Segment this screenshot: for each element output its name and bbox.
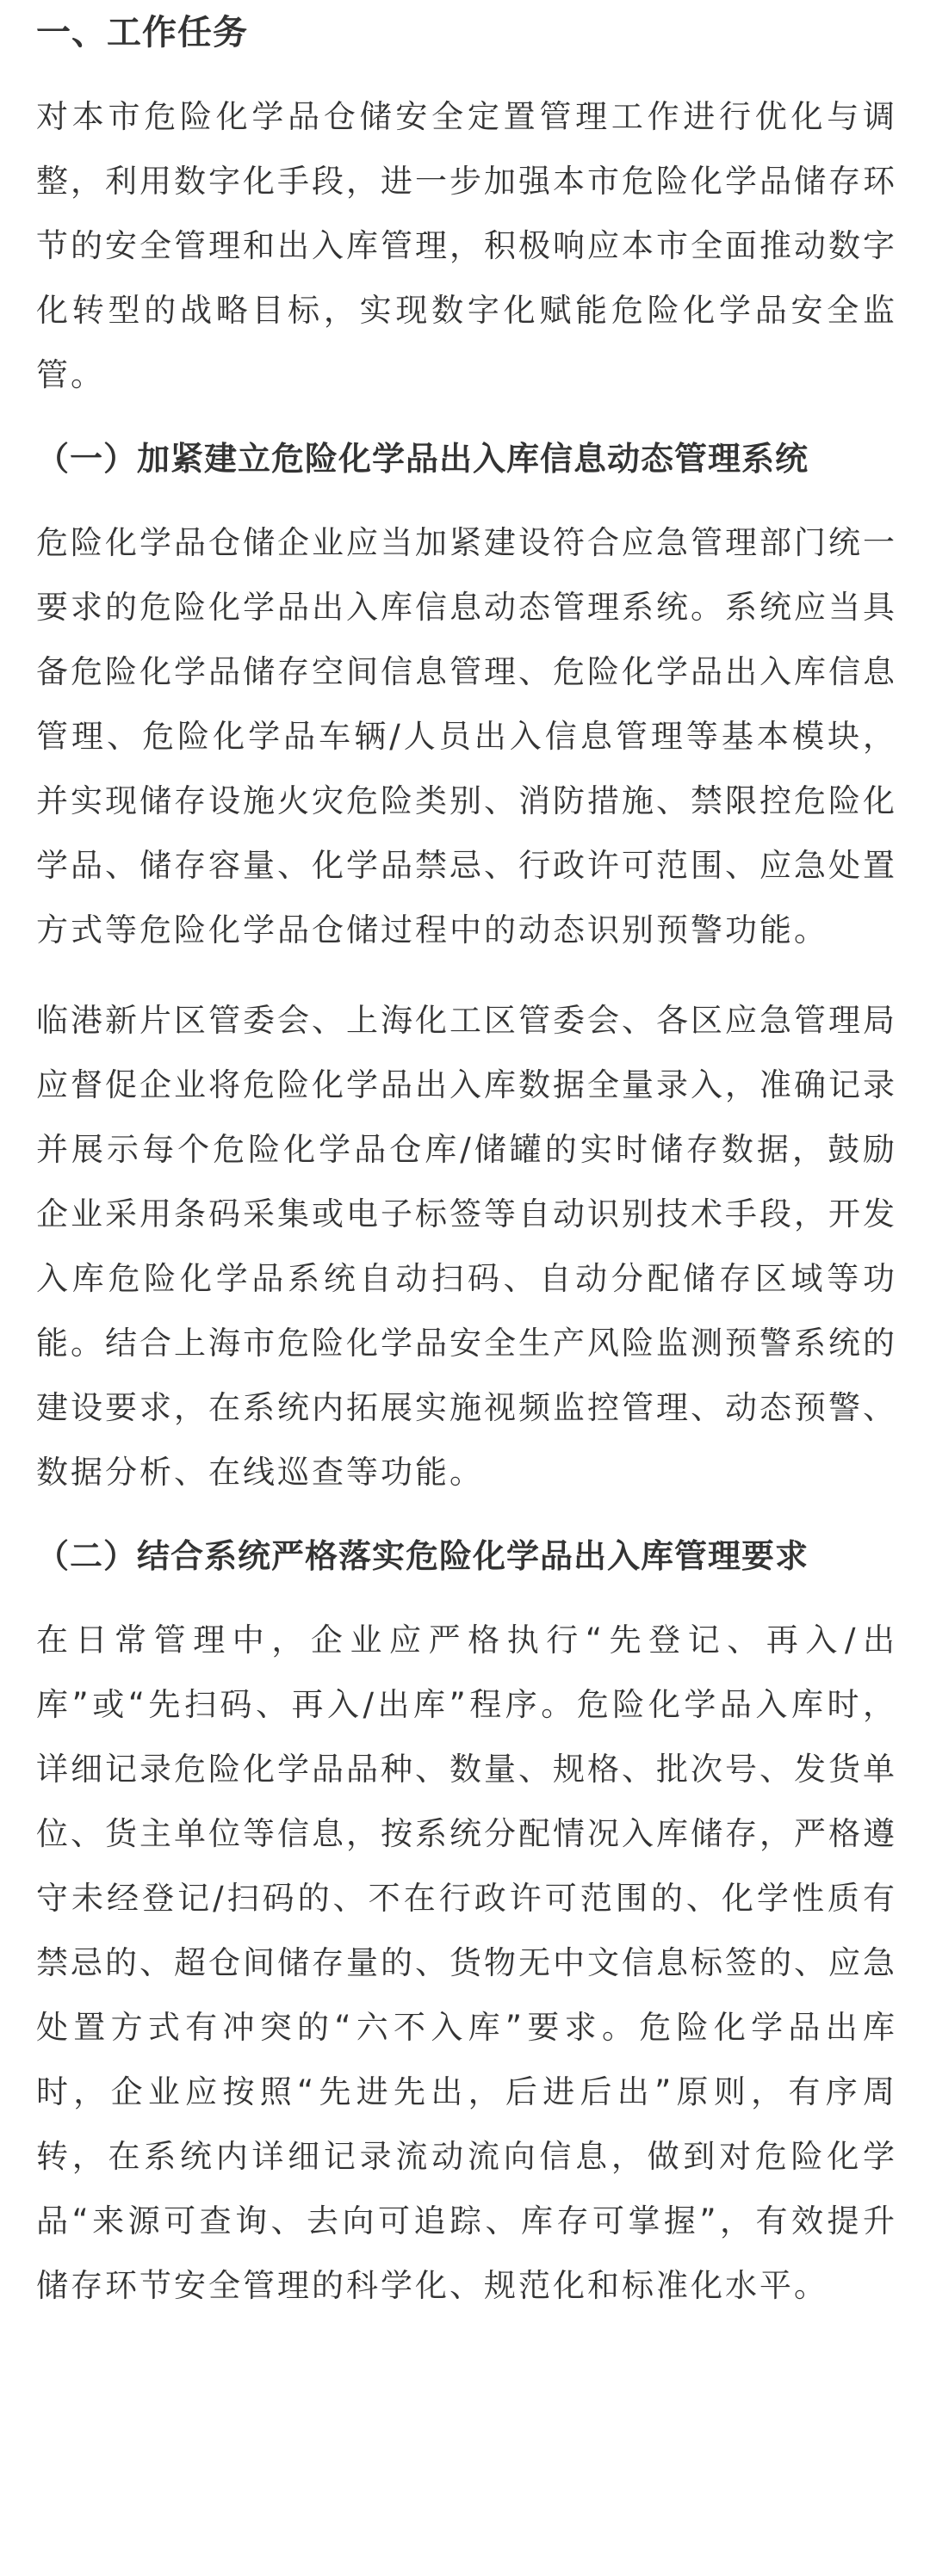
intro-paragraph: 对本市危险化学品仓储安全定置管理工作进行优化与调整，利用数字化手段，进一步加强本市危险化学品储存环节的安全管理和出入库管理，积极响应本市全面推动数字化转型的战略目标，实现数字化赋能危险化学品安全监管。 [36, 98, 897, 393]
subsection-1-title: （一）加紧建立危险化学品出入库信息动态管理系统 [36, 440, 809, 478]
subsection-2-paragraph-1: 在日常管理中，企业应严格执行“先登记、再入/出库”或“先扫码、再入/出库”程序。危险化学品入库时，详细记录危险化学品品种、数量、规格、批次号、发货单位、货主单位等信息，按系统分配情况入库储存，严格遵守未经登记/扫码的、不在行政许可范围的、化学性质有禁忌的、超仓间储存量的、货物无中文信息标签的、应急处置方式有冲突的“六不入库”要求。危险化学品出库时，企业应按照“先进先出，后进后出”原则，有序周转，在系统内详细记录流动流向信息，做到对危险化学品“来源可查询、去向可追踪、库存可掌握”，有效提升储存环节安全管理的科学化、规范化和标准化水平。 [36, 1622, 897, 2304]
subsection-2-title: （二）结合系统严格落实危险化学品出入库管理要求 [36, 1537, 809, 1575]
subsection-1-paragraph-2: 临港新片区管委会、上海化工区管委会、各区应急管理局应督促企业将危险化学品出入库数据全量录入，准确记录并展示每个危险化学品仓库/储罐的实时储存数据，鼓励企业采用条码采集或电子标签等自动识别技术手段，开发入库危险化学品系统自动扫码、自动分配储存区域等功能。结合上海市危险化学品安全生产风险监测预警系统的建设要求，在系统内拓展实施视频监控管理、动态预警、数据分析、在线巡查等功能。 [36, 1002, 897, 1491]
subsection-1-paragraph-1: 危险化学品仓储企业应当加紧建设符合应急管理部门统一要求的危险化学品出入库信息动态管理系统。系统应当具备危险化学品储存空间信息管理、危险化学品出入库信息管理、危险化学品车辆/人员出入信息管理等基本模块，并实现储存设施火灾危险类别、消防措施、禁限控危险化学品、储存容量、化学品禁忌、行政许可范围、应急处置方式等危险化学品仓储过程中的动态识别预警功能。 [36, 524, 897, 948]
section-title: 一、工作任务 [36, 13, 248, 53]
